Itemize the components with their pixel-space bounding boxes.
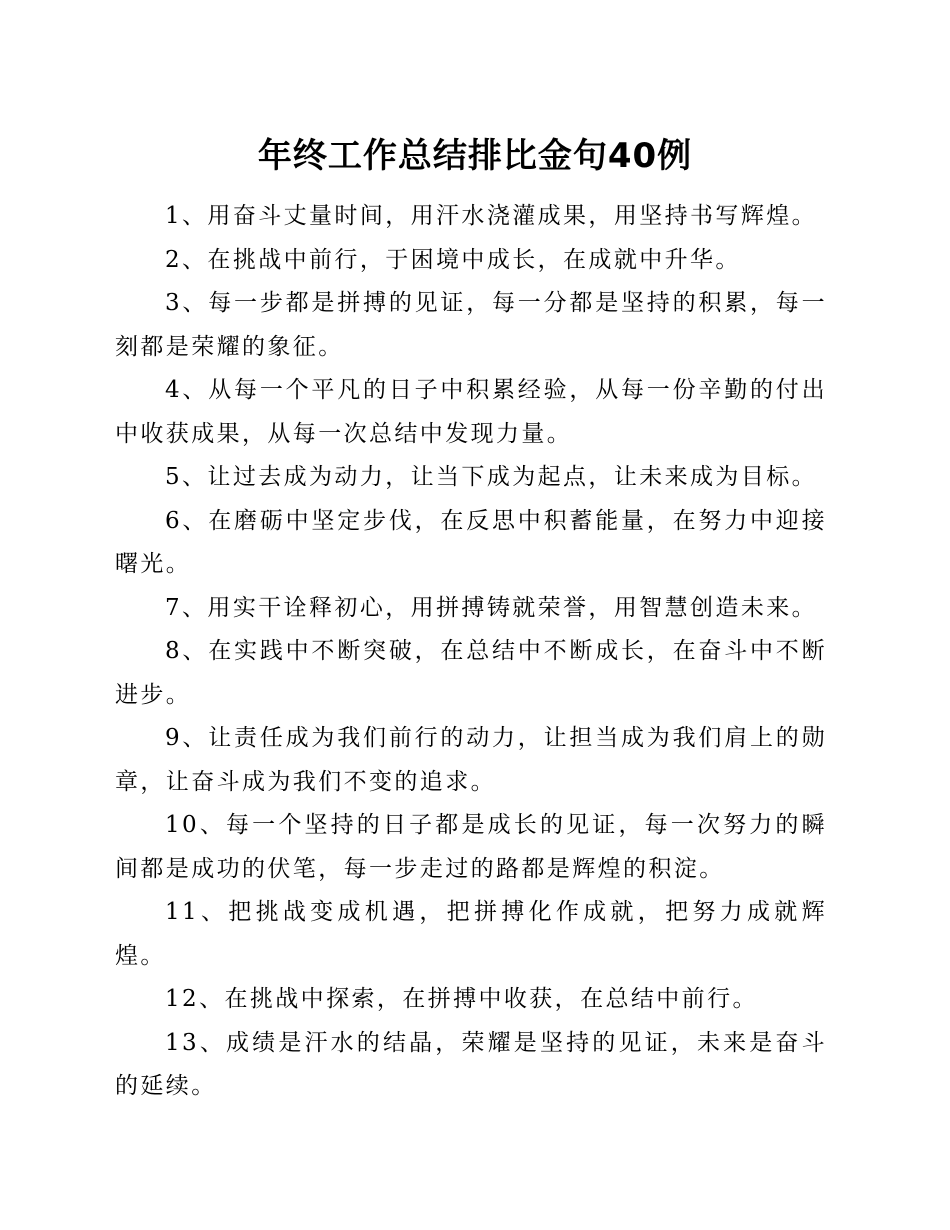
- paragraph-4: 4、从每一个平凡的日子中积累经验，从每一份辛勤的付出中收获成果，从每一次总结中发现力量。: [115, 377, 827, 447]
- paragraph-10: 10、每一个坚持的日子都是成长的见证，每一次努力的瞬间都是成功的伏笔，每一步走过的路都是辉煌的积淀。: [115, 812, 827, 882]
- paragraph-6: 6、在磨砺中坚定步伐，在反思中积蓄能量，在努力中迎接曙光。: [115, 507, 827, 577]
- paragraph-9: 9、让责任成为我们前行的动力，让担当成为我们肩上的勋章，让奋斗成为我们不变的追求。: [115, 725, 827, 795]
- paragraph-11: 11、把挑战变成机遇，把拼搏化作成就，把努力成就辉煌。: [115, 899, 827, 969]
- paragraph-2: 2、在挑战中前行，于困境中成长，在成就中升华。: [165, 246, 741, 273]
- paragraph-13: 13、成绩是汗水的结晶，荣耀是坚持的见证，未来是奋斗的延续。: [115, 1029, 827, 1099]
- paragraph-1: 1、用奋斗丈量时间，用汗水浇灌成果，用坚持书写辉煌。: [165, 203, 818, 229]
- paragraph-8: 8、在实践中不断突破，在总结中不断成长，在奋斗中不断进步。: [115, 638, 827, 708]
- page-title: 年终工作总结排比金句40例: [257, 136, 693, 176]
- paragraph-3: 3、每一步都是拼搏的见证，每一分都是坚持的积累，每一刻都是荣耀的象征。: [115, 290, 827, 360]
- paragraph-12: 12、在挑战中探索，在拼搏中收获，在总结中前行。: [165, 986, 758, 1012]
- paragraph-5: 5、让过去成为动力，让当下成为起点，让未来成为目标。: [165, 464, 818, 490]
- document-body: [115, 195, 827, 1109]
- paragraph-7: 7、用实干诠释初心，用拼搏铸就荣誉，用智慧创造未来。: [165, 594, 818, 621]
